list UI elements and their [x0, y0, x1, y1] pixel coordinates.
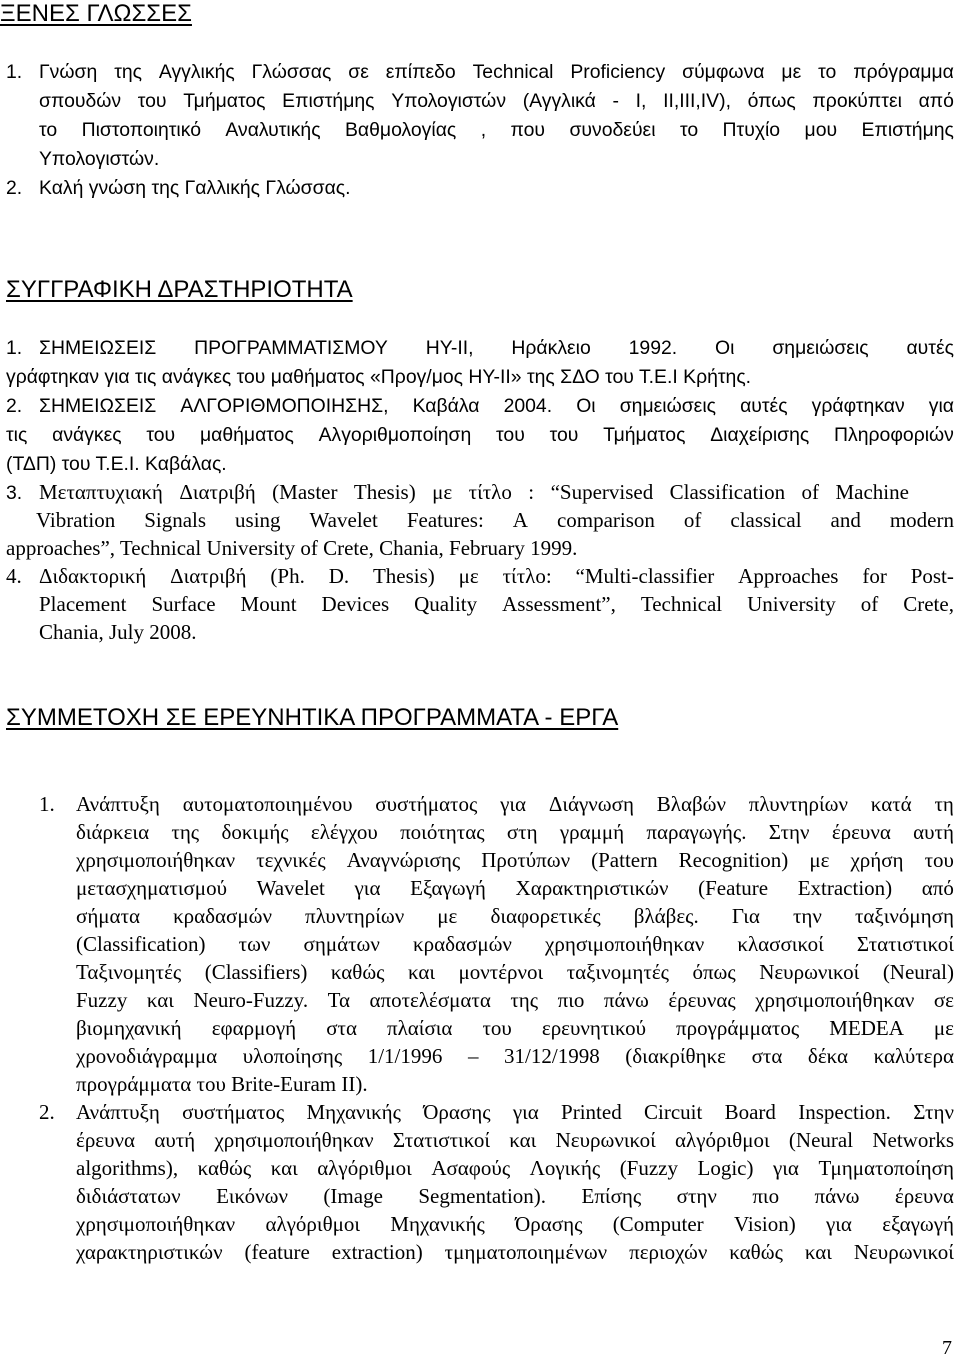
list-item-text: Καλή γνώση της Γαλλικής Γλώσσας.: [39, 177, 351, 199]
paragraph-line: διδιάστατων Εικόνων (Image Segmentation). Επίσης στην πιο πάνω έρευνα: [76, 1184, 954, 1208]
paragraph-line: γράφτηκαν για τις ανάγκες του μαθήματος «Προγ/μος ΗΥ-ΙΙ» της ΣΔΟ του Τ.Ε.Ι Κρήτης.: [6, 366, 752, 388]
paragraph-line: ΣΗΜΕΙΩΣΕΙΣ ΑΛΓΟΡΙΘΜΟΠΟΙΗΣΗΣ, Καβάλα 2004. Οι σημειώσεις αυτές γράφτηκαν για: [39, 395, 954, 417]
paragraph-line: Γνώση της Αγγλικής Γλώσσας σε επίπεδο Technical Proficiency σύμφωνα με το πρόγραμμα: [39, 61, 954, 83]
paragraph-line: προγράμματα του Brite-Euram II).: [76, 1072, 368, 1096]
section-heading-languages: ΞΕΝΕΣ ΓΛΩΣΣΕΣ: [0, 0, 192, 27]
paragraph-line: Chania, July 2008.: [39, 620, 197, 644]
paragraph-line: Υπολογιστών.: [39, 148, 160, 170]
paragraph-line: σπουδών του Τμήματος Επιστήμης Υπολογιστών (Αγγλικά - I, II,III,IV), όπως προκύπτει από: [39, 90, 954, 112]
list-number: 4.: [6, 564, 22, 588]
paragraph-line: τις ανάγκες του μαθήματος Αλγοριθμοποίηση του του Τμήματος Διαχείρισης Πληροφοριών: [6, 424, 954, 446]
paragraph-line: διάρκεια της δοκιμής ελέγχου ποιότητας στη γραμμή παραγωγής. Στην έρευνα αυτή: [76, 820, 954, 844]
paragraph-line: χρονοδιάγραμμα υλοποίησης 1/1/1996 – 31/12/1998 (διακρίθηκε στα δέκα καλύτερα: [76, 1044, 954, 1068]
paragraph-line: Ταξινομητές (Classifiers) καθώς και μοντέρνοι ταξινομητές όπως Νευρωνικοί (Neural): [76, 960, 954, 984]
paragraph-line: έρευνα αυτή χρησιμοποιήθηκαν Στατιστικοί και Νευρωνικοί αλγόριθμοι (Neural Networks: [76, 1128, 954, 1152]
paragraph-line: approaches”, Technical University of Crete, Chania, February 1999.: [6, 536, 578, 560]
paragraph-line: το Πιστοποιητικό Αναλυτικής Βαθμολογίας , που συνοδεύει το Πτυχίο μου Επιστήμης: [39, 119, 954, 141]
list-number: 2.: [6, 177, 23, 199]
list-number: 2.: [6, 395, 23, 417]
paragraph-line: βιομηχανική εφαρμογή στα πλαίσια του ερευνητικού προγράμματος MEDEA με: [76, 1016, 954, 1040]
section-heading-writing: ΣΥΓΓΡΑΦΙΚΗ ΔΡΑΣΤΗΡΙΟΤΗΤΑ: [6, 276, 353, 303]
paragraph-line: (Classification) των σημάτων κραδασμών χρησιμοποιήθηκαν κλασσικοί Στατιστικοί: [76, 932, 954, 956]
page-number: 7: [942, 1337, 952, 1359]
paragraph-line: μετασχηματισμού Wavelet για Εξαγωγή Χαρακτηριστικών (Feature Extraction) από: [76, 876, 954, 900]
paragraph-line: Vibration Signals using Wavelet Features: A comparison of classical and modern: [36, 508, 954, 532]
paragraph-line: Placement Surface Mount Devices Quality Assessment”, Technical University of Crete,: [39, 592, 954, 616]
paragraph-line: χαρακτηριστικών (feature extraction) τμηματοποιημένων περιοχών καθώς και Νευρωνικοί: [76, 1240, 954, 1264]
paragraph-line: ΣΗΜΕΙΩΣΕΙΣ ΠΡΟΓΡΑΜΜΑΤΙΣΜΟΥ ΗΥ-ΙΙ, Ηράκλειο 1992. Οι σημειώσεις αυτές: [39, 337, 954, 359]
paragraph-line: (ΤΔΠ) του Τ.Ε.Ι. Καβάλας.: [6, 453, 227, 475]
paragraph-line: σήματα κραδασμών πλυντηρίων με διαφορετικές βλάβες. Για την ταξινόμηση: [76, 904, 954, 928]
list-number: 2.: [39, 1100, 55, 1124]
list-number: 1.: [39, 792, 55, 816]
paragraph-line: Μεταπτυχιακή Διατριβή (Master Thesis) με τίτλο : “Supervised Classification of Machine: [39, 480, 909, 504]
list-number: 3.: [6, 482, 23, 504]
paragraph-line: χρησιμοποιήθηκαν τεχνικές Αναγνώρισης Προτύπων (Pattern Recognition) με χρήση του: [76, 848, 954, 872]
paragraph-line: Διδακτορική Διατριβή (Ph. D. Thesis) με τίτλο: “Multi-classifier Approaches for Post-: [39, 564, 954, 588]
paragraph-line: Ανάπτυξη συστήματος Μηχανικής Όρασης για Printed Circuit Board Inspection. Στην: [76, 1100, 954, 1124]
section-heading-research: ΣΥΜΜΕΤΟΧΗ ΣΕ ΕΡΕΥΝΗΤΙΚΑ ΠΡΟΓΡΑΜΜΑΤΑ - ΕΡΓΑ: [6, 704, 619, 731]
paragraph-line: χρησιμοποιήθηκαν αλγόριθμοι Μηχανικής Όρασης (Computer Vision) για εξαγωγή: [76, 1212, 954, 1236]
list-number: 1.: [6, 61, 23, 83]
list-number: 1.: [6, 337, 23, 359]
paragraph-line: Fuzzy και Neuro-Fuzzy. Τα αποτελέσματα της πιο πάνω έρευνας χρησιμοποιήθηκαν σε: [76, 988, 954, 1012]
paragraph-line: algorithms), καθώς και αλγόριθμοι Ασαφούς Λογικής (Fuzzy Logic) για Τμηματοποίηση: [76, 1156, 954, 1180]
paragraph-line: Ανάπτυξη αυτοματοποιημένου συστήματος για Διάγνωση Βλαβών πλυντηρίων κατά τη: [76, 792, 954, 816]
